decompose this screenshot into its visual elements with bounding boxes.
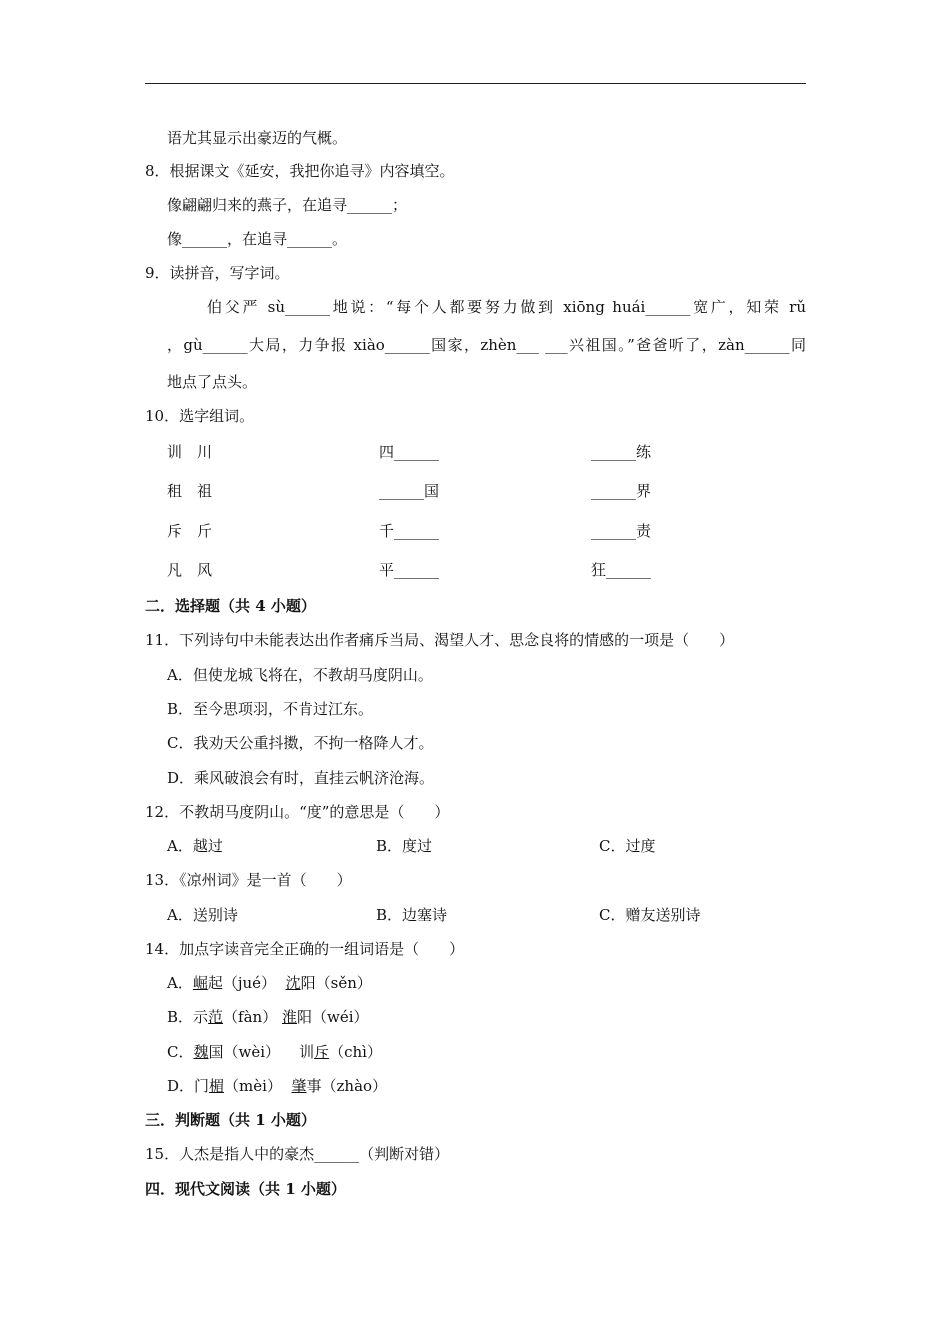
option-a: A．但使龙城飞将在，不教胡马度阴山。 <box>167 666 433 684</box>
reading: 阳（sěn） <box>300 974 372 992</box>
option-c <box>167 1042 382 1062</box>
word-blank: 千______ <box>379 522 440 540</box>
dotted-char: 斥 <box>314 1043 330 1061</box>
question-13-stem: 13．《凉州词》是一首（ ） <box>145 871 352 889</box>
option-label: A． <box>167 974 193 992</box>
word-blank: ______界 <box>591 482 652 500</box>
dotted-char: 楣 <box>209 1077 225 1095</box>
reading: 阳（wéi） <box>297 1008 369 1026</box>
question-14-stem: 14．加点字读音完全正确的一组词语是（ ） <box>145 940 465 958</box>
option-c: C．我劝天公重抖擞，不拘一格降人才。 <box>167 734 434 752</box>
option-d <box>167 1076 387 1096</box>
option-b: B．边塞诗 <box>376 906 448 924</box>
char-pair: 训 川 <box>167 443 213 461</box>
question-9-line-2: ，gù______大局，力争报 xiào______国家，zhèn___ ___兴祖国。”爸爸听了，zàn______同 <box>167 336 806 354</box>
option-b: B．至今思项羽，不肯过江东。 <box>167 700 374 718</box>
word-blank: 狂______ <box>591 561 652 579</box>
option-b: B．度过 <box>376 837 433 855</box>
dotted-char: 肇 <box>291 1077 307 1095</box>
question-11-stem: 11．下列诗句中未能表达出作者痛斥当局、渴望人才、思念良将的情感的一项是（ ） <box>145 631 735 649</box>
plain-char: 训 <box>299 1043 315 1061</box>
question-12-stem: 12．不教胡马度阴山。“度”的意思是（ ） <box>145 803 450 821</box>
reading: 起（jué） <box>207 974 277 992</box>
reading: 事（zhào） <box>306 1077 388 1095</box>
word-blank: 四______ <box>379 443 440 461</box>
section-4-heading: 四．现代文阅读（共 1 小题） <box>145 1180 346 1198</box>
question-8-line-2: 像______，在追寻______。 <box>167 230 348 248</box>
option-b <box>167 1007 369 1027</box>
option-label: D．门 <box>167 1077 210 1095</box>
option-a <box>167 973 372 993</box>
reading: （fàn） <box>223 1008 278 1026</box>
option-label: C． <box>167 1043 194 1061</box>
word-blank: ______责 <box>591 522 652 540</box>
question-9-line-3: 地点了点头。 <box>167 373 258 391</box>
question-9-stem: 9．读拼音，写字词。 <box>145 264 290 282</box>
option-a: A．越过 <box>167 837 223 855</box>
section-2-heading: 二．选择题（共 4 小题） <box>145 597 316 615</box>
char-pair: 凡 风 <box>167 561 213 579</box>
question-9-line-1: 伯父严 sù______地说：“每个人都要努力做到 xiōng huái______宽广，知荣 rǔ <box>207 298 806 316</box>
option-d: D．乘风破浪会有时，直挂云帆济沧海。 <box>167 769 435 787</box>
option-a: A．送别诗 <box>167 906 238 924</box>
option-label: B．示 <box>167 1008 209 1026</box>
char-pair: 租 祖 <box>167 482 213 500</box>
dotted-char: 崛 <box>192 974 208 992</box>
option-c: C．赠友送别诗 <box>599 906 701 924</box>
reading: 国（wèi） <box>208 1043 281 1061</box>
option-c: C．过度 <box>599 837 656 855</box>
dotted-char: 淮 <box>281 1008 297 1026</box>
continued-text: 语尤其显示出豪迈的气概。 <box>167 129 348 147</box>
question-15: 15．人杰是指人中的豪杰______（判断对错） <box>145 1145 450 1163</box>
word-blank: ______练 <box>591 443 652 461</box>
dotted-char: 魏 <box>193 1043 209 1061</box>
reading: （chì） <box>329 1043 382 1061</box>
dotted-char: 范 <box>208 1008 224 1026</box>
word-blank: 平______ <box>379 561 440 579</box>
word-blank: ______国 <box>379 482 440 500</box>
dotted-char: 沈 <box>285 974 301 992</box>
section-3-heading: 三．判断题（共 1 小题） <box>145 1111 316 1129</box>
header-rule <box>145 83 806 84</box>
question-10-stem: 10．选字组词。 <box>145 407 255 425</box>
char-pair: 斥 斤 <box>167 522 213 540</box>
question-8-line-1: 像翩翩归来的燕子，在追寻______； <box>167 196 408 214</box>
reading: （mèi） <box>224 1077 282 1095</box>
question-8-stem: 8．根据课文《延安，我把你追寻》内容填空。 <box>145 162 455 180</box>
